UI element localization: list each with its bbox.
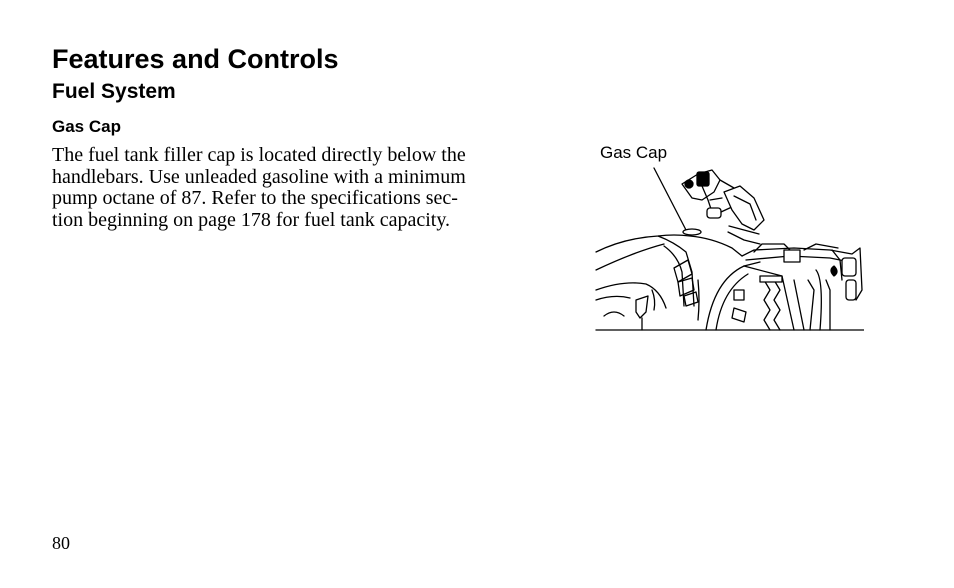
body-paragraph — [52, 145, 466, 231]
body-line: The fuel tank filler cap is located directly below the — [52, 144, 466, 166]
subsection-title: Gas Cap — [52, 117, 121, 136]
page-number: 80 — [52, 533, 70, 553]
atv-line-drawing — [594, 140, 864, 336]
gas-cap-callout-label: Gas Cap — [600, 143, 668, 162]
rear-fender-icon — [706, 244, 862, 330]
body-line: pump octane of 87. Refer to the specifications sec- — [52, 187, 458, 209]
chapter-title: Features and Controls — [52, 44, 339, 74]
body-line: tion beginning on page 178 for fuel tank capacity. — [52, 208, 451, 231]
body-line: handlebars. Use unleaded gasoline with a minimum — [52, 165, 466, 188]
atv-fuel-tank-illustration — [594, 140, 864, 336]
callout-leader-line — [654, 168, 686, 230]
section-title: Fuel System — [52, 80, 176, 103]
gas-cap-icon — [683, 229, 701, 235]
